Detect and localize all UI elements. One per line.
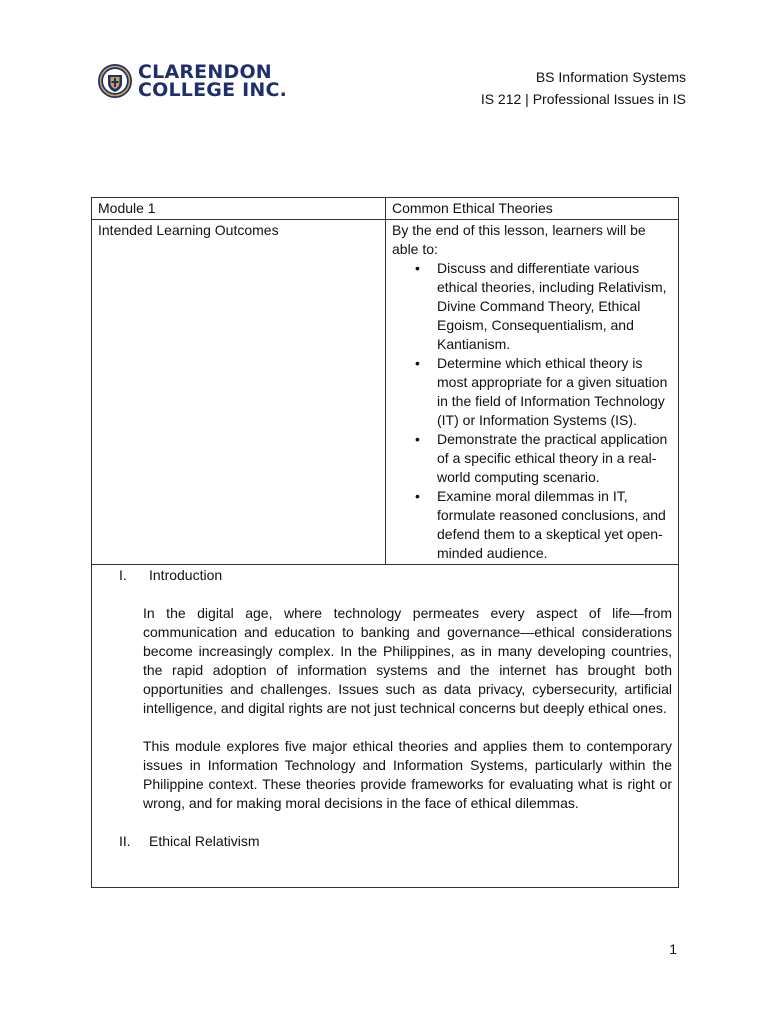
outcomes-row [92,220,679,565]
intro-paragraph-1: In the digital age, where technology permeates every aspect of life—from communication and education to banking and governance—ethical considerations become increasingly complex. In the Philippines, as in many developing countries, the rapid adoption of information systems and the internet has brought both opportunities and challenges. Issues such as data privacy, cybersecurity, artificial intelligence, and digital rights are not just technical concerns but deeply ethical ones. [143,605,672,716]
content-row [92,565,679,888]
section-title: Ethical Relativism [149,833,260,849]
page-number: 1 [669,941,677,957]
section-title: Introduction [149,567,223,583]
content-cell [92,565,679,888]
list-item: • Demonstrate the practical application of a specific ethical theory in a real-world computing scenario. [437,430,672,487]
document-header [481,66,686,110]
outcomes-cell [386,220,679,565]
logo-wordmark [138,63,287,99]
college-logo [97,63,287,99]
section-number: I. [119,567,127,583]
module-row [92,198,679,220]
list-item: • Examine moral dilemmas in IT, formulate reasoned conclusions, and defend them to a skeptical yet open-minded audience. [437,487,672,563]
outcomes-list [392,259,672,563]
section-heading-ethical-relativism [119,832,672,851]
module-label: Module 1 [92,198,386,220]
outcomes-intro: By the end of this lesson, learners will be able to: [392,222,646,257]
outcomes-label: Intended Learning Outcomes [92,220,386,565]
course-name: IS 212 | Professional Issues in IS [480,91,686,107]
logo-line-1: CLARENDON [138,61,272,83]
module-table [91,197,679,888]
list-item: • Discuss and differentiate various ethical theories, including Relativism, Divine Command Theory, Ethical Egoism, Consequentialism, and Kantianism. [437,259,672,354]
section-heading-introduction [119,566,672,585]
college-seal-icon [97,63,133,99]
module-title: Common Ethical Theories [386,198,679,220]
list-item: • Determine which ethical theory is most appropriate for a given situation in the field of Information Technology (IT) or Information Systems (IS). [437,354,672,430]
section-number: II. [119,833,131,849]
logo-line-2: COLLEGE INC. [138,79,288,101]
program-name: BS Information Systems [535,69,686,85]
intro-paragraph-2: This module explores five major ethical theories and applies them to contemporary issues in Information Technology and Information Systems, particularly within the Philippine context. These theories provide frameworks for evaluating what is right or wrong, and for making moral decisions in the face of ethical dilemmas. [143,738,672,811]
